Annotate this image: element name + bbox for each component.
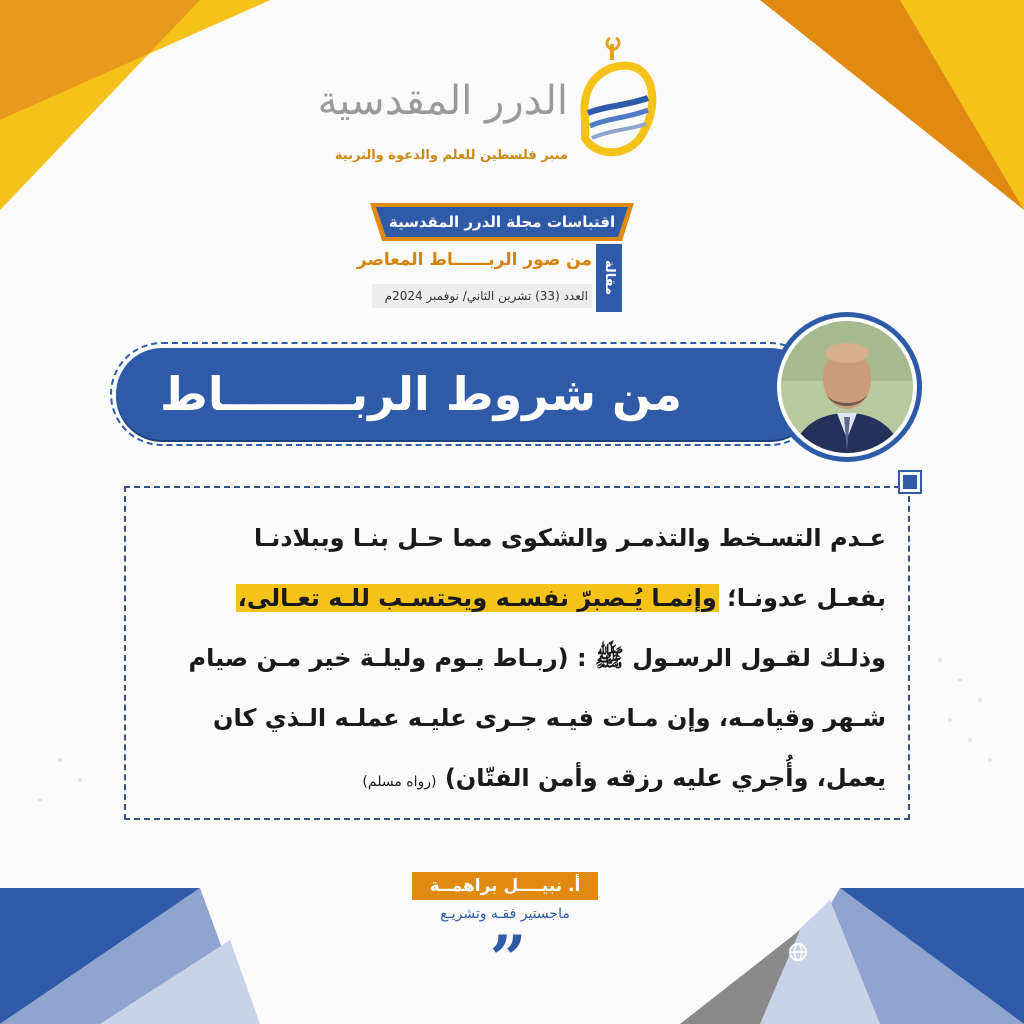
article-title: من صور الربــــــاط المعاصر: [356, 250, 592, 270]
brand-subtitle: منبر فلسطين للعلم والدعوة والتربية: [334, 148, 568, 163]
quote-line-5: [146, 748, 886, 812]
headline-title: من شروط الربــــــــاط: [160, 367, 682, 421]
quote-source: (رواه مسلم): [362, 774, 437, 790]
magazine-banner: [370, 203, 634, 241]
globe-icon: [788, 942, 808, 962]
quote-line-1: عـدم التسـخط والتذمـر والشكوى مما حـل بنـا وببلادنـا: [254, 524, 886, 552]
quote-corner-square: [900, 472, 920, 492]
quote-line-3: وذلـك لقـول الرسـول ﷺ : (ربـاط يـوم وليلـة خير مـن صيام: [188, 644, 886, 672]
quotation-mark-icon: ”: [489, 922, 527, 997]
quote-body: [146, 508, 886, 812]
quote-line-2: [146, 568, 886, 628]
quote-line-4: شـهر وقيامـه، وإن مـات فيـه جـرى عليـه عملـه الـذي كان: [212, 704, 886, 732]
issue-info: العدد (33) تشرين الثاني/ نوفمبر 2024م: [372, 284, 592, 308]
brand-title: الدرر المقدسية: [317, 78, 568, 124]
quote-highlight: وإنمـا يُـصبرّ نفسـه ويحتسـب للـه تعـالى،: [237, 584, 717, 612]
brand-logo: [317, 28, 660, 178]
headline-pill: [116, 348, 816, 440]
author-portrait: [781, 321, 913, 453]
author-degree: ماجستير فقـه وتشريـع: [440, 906, 570, 922]
article-label: مقالة: [596, 244, 622, 312]
dome-crescent-icon: [570, 28, 660, 168]
quote-line-5-text: يعمل، وأُجري عليه رزقه وأمن الفتّان): [436, 764, 886, 792]
quote-line-2-text: بفعـل عدونـا؛: [718, 584, 886, 612]
author-name: أ. نبيــــل براهمــة: [412, 872, 598, 900]
author-avatar: [772, 312, 922, 462]
magazine-banner-text: اقتباسات مجلة الدرر المقدسية: [388, 213, 616, 231]
